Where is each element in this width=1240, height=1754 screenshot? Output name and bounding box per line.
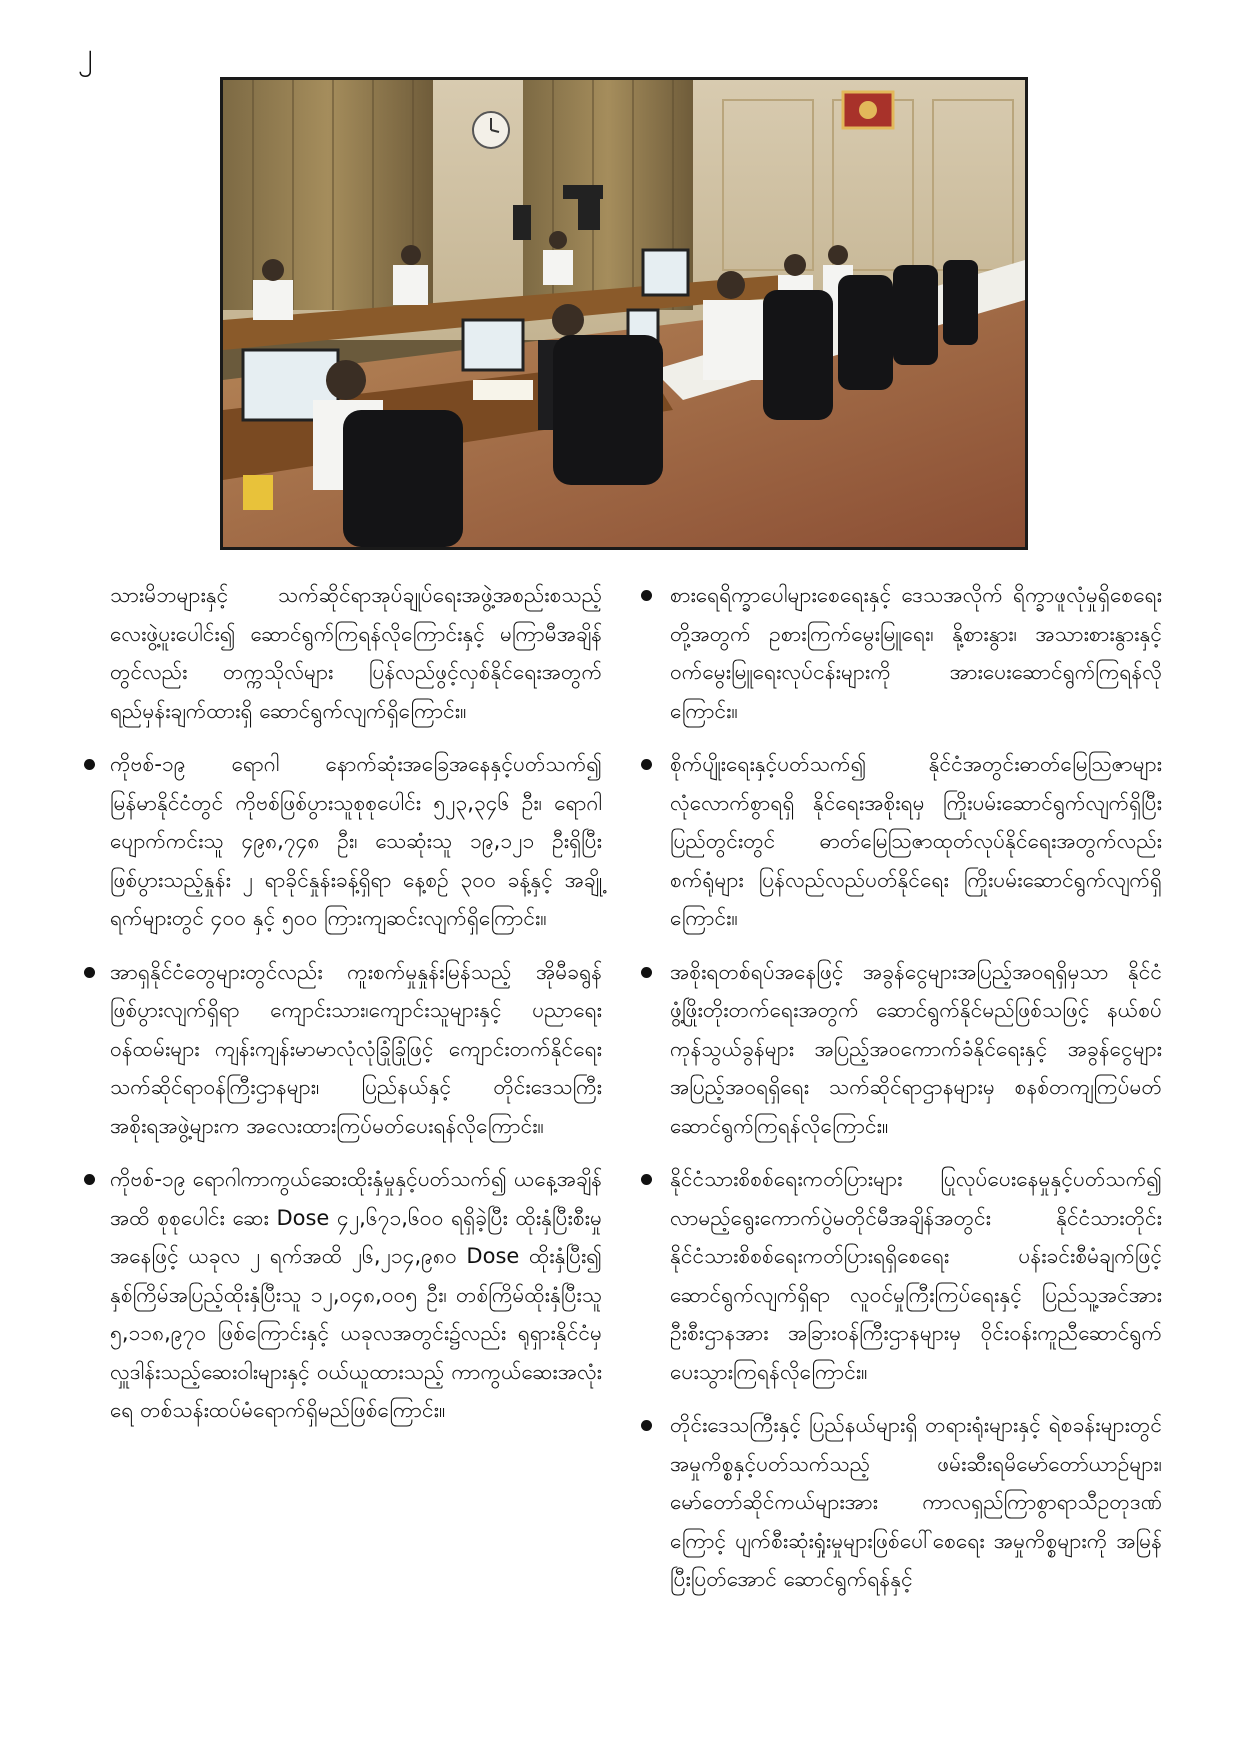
- list-item: [670, 1406, 1162, 1599]
- bullet-dot-icon: [641, 590, 652, 601]
- bullet-text: နိုင်ငံသားစိစစ်ရေးကတ်ပြားများ ပြုလုပ်ပေးနေမှုနှင့်ပတ်သက်၍ လာမည့်ရွေးကောက်ပွဲမတိုင်မီအချိန်အတွင်း နိုင်ငံသားတိုင်း နိုင်ငံသားစိစစ်ရေးကတ်ပြားရရှိစေရေး ပန်းခင်းစီမံချက်ဖြင့် ဆောင်ရွက်လျက်ရှိရာ လူဝင်မှုကြီးကြပ်ရေးနှင့် ပြည်သူ့အင်အားဦးစီးဌာနအား အခြားဝန်ကြီးဌာနများမှ ဝိုင်းဝန်းကူညီဆောင်ရွက်ပေးသွားကြရန်လိုကြောင်း။: [670, 1167, 1162, 1384]
- right-column: [670, 576, 1162, 1614]
- bullet-text: ကိုဗစ်-၁၉ ရောဂါကာကွယ်ဆေးထိုးနှံမှုနှင့်ပတ်သက်၍ ယနေ့အချိန်အထိ စုစုပေါင်း ဆေး Dose ၄၂,၆၇၁,၆၀၀ ရရှိခဲ့ပြီး ထိုးနှံပြီးစီးမှုအနေဖြင့် ယခုလ ၂ ရက်အထိ ၂၆,၂၁၄,၉၈၀ Dose ထိုးနှံပြီး၍ နှစ်ကြိမ်အပြည့်ထိုးနှံပြီးသူ ၁၂,၀၄၈,၀၀၅ ဦး၊ တစ်ကြိမ်ထိုးနှံပြီးသူ ၅,၁၁၈,၉၇၀ ဖြစ်ကြောင်းနှင့် ယခုလအတွင်း၌လည်း ရုရှားနိုင်ငံမှ လှူဒါန်းသည့်ဆေးဝါးများနှင့် ဝယ်ယူထားသည့် ကာကွယ်ဆေးအလုံးရေ တစ်သန်းထပ်မံရောက်ရှိမည်ဖြစ်ကြောင်း။: [110, 1167, 602, 1422]
- bullet-text: စားရေရိက္ခာပေါများစေရေးနှင့် ဒေသအလိုက် ရိက္ခာဖူလုံမှုရှိစေရေးတို့အတွက် ဥစားကြက်မွေးမြူရေး၊ နို့စားနွား၊ အသားစားနွားနှင့် ဝက်မွေးမြူရေးလုပ်ငန်းများကို အားပေးဆောင်ရွက်ကြရန်လိုကြောင်း။: [670, 583, 1162, 723]
- list-item: [110, 745, 602, 938]
- left-column: [110, 576, 602, 1445]
- list-item: [670, 953, 1162, 1146]
- list-item: [670, 1160, 1162, 1391]
- bullet-dot-icon: [641, 759, 652, 770]
- bullet-text: စိုက်ပျိုးရေးနှင့်ပတ်သက်၍ နိုင်ငံအတွင်းဓာတ်မြေဩဇာများလုံလောက်စွာရရှိ နိုင်ရေးအစိုးရမှ ကြိုးပမ်းဆောင်ရွက်လျက်ရှိပြီး ပြည်တွင်းတွင် ဓာတ်မြေဩဇာထုတ်လုပ်နိုင်ရေးအတွက်လည်း စက်ရုံများ ပြန်လည်လည်ပတ်နိုင်ရေး ကြိုးပမ်းဆောင်ရွက်လျက်ရှိကြောင်း။: [670, 752, 1162, 930]
- bullet-dot-icon: [84, 1174, 95, 1185]
- bullet-text: အစိုးရတစ်ရပ်အနေဖြင့် အခွန်ငွေများအပြည့်အဝရရှိမှသာ နိုင်ငံဖွံ့ဖြိုးတိုးတက်ရေးအတွက် ဆောင်ရွက်နိုင်မည်ဖြစ်သဖြင့် နယ်စပ်ကုန်သွယ်ခွန်များ အပြည့်အဝကောက်ခံနိုင်ရေးနှင့် အခွန်ငွေများအပြည့်အဝရရှိရေး သက်ဆိုင်ရာဌာနများမှ စနစ်တကျကြပ်မတ်ဆောင်ရွက်ကြရန်လိုကြောင်း။: [670, 959, 1162, 1138]
- meeting-photo: [220, 77, 1028, 550]
- bullet-dot-icon: [641, 1174, 652, 1185]
- bullet-dot-icon: [84, 967, 95, 978]
- continuation-paragraph: သားမိဘများနှင့် သက်ဆိုင်ရာအုပ်ချုပ်ရေးအဖွဲ့အစည်းစသည့် လေးဖွဲ့ပူးပေါင်း၍ ဆောင်ရွက်ကြရန်လိုကြောင်းနှင့် မကြာမီအချိန်တွင်လည်း တက္ကသိုလ်များ ပြန်လည်ဖွင့်လှစ်နိုင်ရေးအတွက် ရည်မှန်းချက်ထားရှိ ဆောင်ရွက်လျက်ရှိကြောင်း။: [110, 583, 602, 723]
- bullet-dot-icon: [84, 759, 95, 770]
- bullet-text: ကိုဗစ်-၁၉ ရောဂါ နောက်ဆုံးအခြေအနေနှင့်ပတ်သက်၍ မြန်မာနိုင်ငံတွင် ကိုဗစ်ဖြစ်ပွားသူစုစုပေါင်း ၅၂၃,၃၄၆ ဦး၊ ရောဂါပျောက်ကင်းသူ ၄၉၈,၇၄၈ ဦး၊ သေဆုံးသူ ၁၉,၁၂၁ ဦးရှိပြီး ဖြစ်ပွားသည့်နှုန်း ၂ ရာခိုင်နှုန်းခန့်ရှိရာ နေ့စဉ် ၃၀၀ ခန့်နှင့် အချို့ရက်များတွင် ၄၀၀ နှင့် ၅၀၀ ကြားကျဆင်းလျက်ရှိကြောင်း။: [110, 752, 602, 930]
- list-item: [110, 1160, 602, 1430]
- list-item: [110, 953, 602, 1146]
- bullet-text: တိုင်းဒေသကြီးနှင့် ပြည်နယ်များရှိ တရားရုံးများနှင့် ရဲစခန်းများတွင် အမှုကိစ္စနှင့်ပတ်သက်သည့် ဖမ်းဆီးရမိမော်တော်ယာဉ်များ၊ မော်တော်ဆိုင်ကယ်များအား ကာလရှည်ကြာစွာရာသီဥတုဒဏ်ကြောင့် ပျက်စီးဆုံးရှုံးမှုများဖြစ်ပေါ်စေရေး အမှုကိစ္စများကို အမြန်ပြီးပြတ်အောင် ဆောင်ရွက်ရန်နှင့်: [670, 1413, 1162, 1591]
- bullet-dot-icon: [641, 967, 652, 978]
- page-number: ၂: [78, 37, 93, 72]
- meeting-photo-illustration: [223, 80, 1025, 547]
- list-item: [670, 576, 1162, 730]
- bullet-dot-icon: [641, 1420, 652, 1431]
- bullet-text: အာရှနိုင်ငံတွေများတွင်လည်း ကူးစက်မှုနှုန်းမြန်သည့် အိုမီခရွန် ဖြစ်ပွားလျက်ရှိရာ ကျောင်းသား၊ကျောင်းသူများနှင့် ပညာရေးဝန်ထမ်းများ ကျန်းကျန်းမာမာလုံလုံခြုံခြုံဖြင့် ကျောင်းတက်နိုင်ရေး သက်ဆိုင်ရာဝန်ကြီးဌာနများ၊ ပြည်နယ်နှင့် တိုင်းဒေသကြီးအစိုးရအဖွဲ့များက အလေးထားကြပ်မတ်ပေးရန်လိုကြောင်း။: [110, 959, 602, 1138]
- list-item: [670, 745, 1162, 938]
